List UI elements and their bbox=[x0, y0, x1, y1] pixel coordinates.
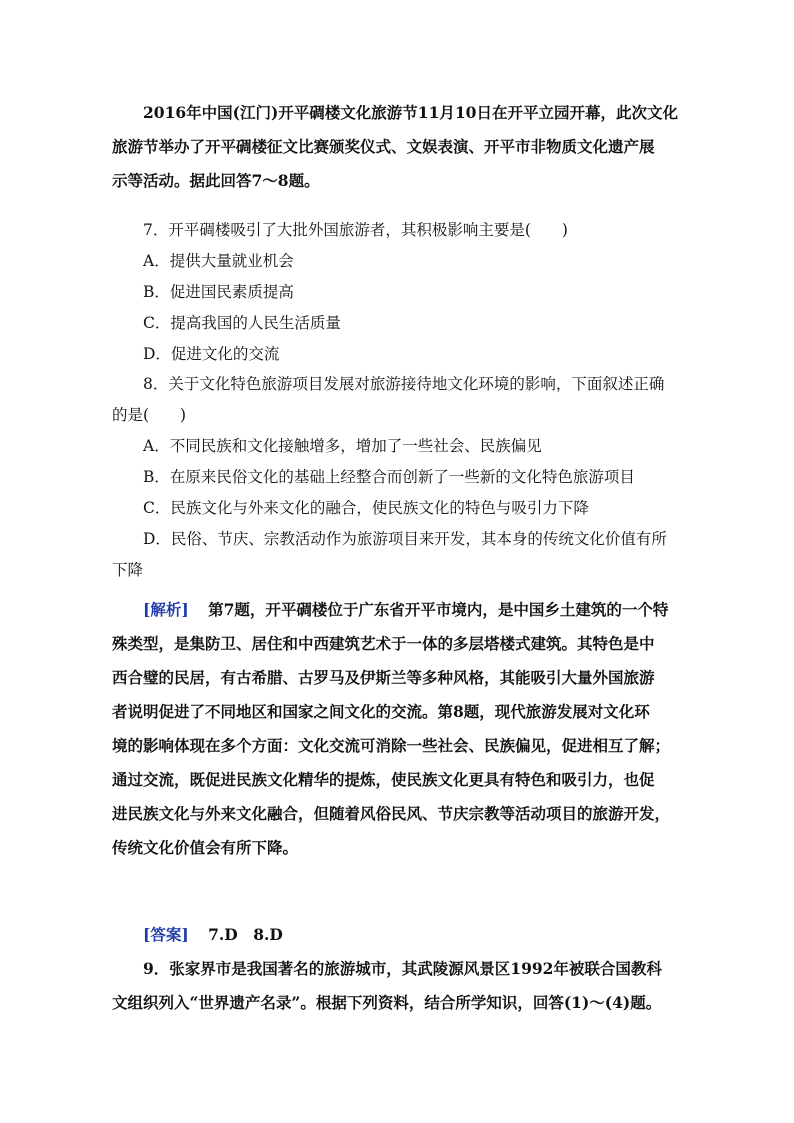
question-7-option-a: A．提供大量就业机会 bbox=[143, 252, 294, 270]
answer-tag: [答案] bbox=[143, 925, 189, 944]
answer-section bbox=[112, 918, 682, 952]
question-9 bbox=[112, 952, 682, 1020]
analysis-line: 通过交流，既促进民族文化精华的提炼，使民族文化更具有特色和吸引力，也促 bbox=[112, 770, 655, 789]
question-8-option-d-continued: 下降 bbox=[112, 561, 144, 579]
question-8-option-b: B．在原来民俗文化的基础上经整合而创新了一些新的文化特色旅游项目 bbox=[143, 468, 635, 486]
question-8-option-a: A．不同民族和文化接触增多，增加了一些社会、民族偏见 bbox=[143, 437, 542, 455]
analysis-line: 传统文化价值会有所下降。 bbox=[112, 838, 299, 857]
question-7 bbox=[112, 215, 682, 370]
intro-line: 示等活动。据此回答7～8题。 bbox=[112, 171, 320, 190]
analysis-line: 者说明促进了不同地区和国家之间文化的交流。第8题，现代旅游发展对文化环 bbox=[112, 702, 650, 721]
analysis-section bbox=[112, 593, 682, 865]
question-8-option-c: C．民族文化与外来文化的融合，使民族文化的特色与吸引力下降 bbox=[143, 499, 589, 517]
intro-line: 2016年中国(江门)开平碉楼文化旅游节11月10日在开平立园开幕，此次文化 bbox=[143, 103, 678, 122]
question-7-option-c: C．提高我国的人民生活质量 bbox=[143, 314, 341, 332]
intro-line: 旅游节举办了开平碉楼征文比赛颁奖仪式、文娱表演、开平市非物质文化遗产展 bbox=[112, 137, 655, 156]
analysis-line: 西合璧的民居，有古希腊、古罗马及伊斯兰等多种风格，其能吸引大量外国旅游 bbox=[112, 668, 655, 687]
analysis-line: 境的影响体现在多个方面：文化交流可消除一些社会、民族偏见，促进相互了解； bbox=[112, 736, 671, 755]
intro-paragraph bbox=[112, 96, 682, 198]
analysis-line: 殊类型，是集防卫、居住和中西建筑艺术于一体的多层塔楼式建筑。其特色是中 bbox=[112, 634, 655, 653]
question-8-option-d: D．民俗、节庆、宗教活动作为旅游项目来开发，其本身的传统文化价值有所 bbox=[143, 530, 667, 548]
question-8-stem: 的是( ) bbox=[112, 406, 187, 424]
question-8 bbox=[112, 369, 682, 586]
question-9-line: 9．张家界市是我国著名的旅游城市，其武陵源风景区1992年被联合国教科 bbox=[143, 959, 662, 978]
answer-text: 7.D 8.D bbox=[208, 925, 283, 944]
analysis-line: 第7题，开平碉楼位于广东省开平市境内，是中国乡土建筑的一个特 bbox=[208, 600, 669, 619]
question-9-line: 文组织列入“世界遗产名录”。根据下列资料，结合所学知识，回答(1)～(4)题。 bbox=[112, 993, 662, 1012]
question-7-option-d: D．促进文化的交流 bbox=[143, 345, 280, 363]
question-7-option-b: B．促进国民素质提高 bbox=[143, 283, 294, 301]
analysis-tag: [解析] bbox=[143, 600, 189, 619]
question-8-stem: 8．关于文化特色旅游项目发展对旅游接待地文化环境的影响，下面叙述正确 bbox=[143, 375, 665, 393]
analysis-line: 进民族文化与外来文化融合，但随着风俗民风、节庆宗教等活动项目的旅游开发， bbox=[112, 804, 671, 823]
question-7-stem: 7．开平碉楼吸引了大批外国旅游者，其积极影响主要是( ) bbox=[143, 221, 568, 239]
